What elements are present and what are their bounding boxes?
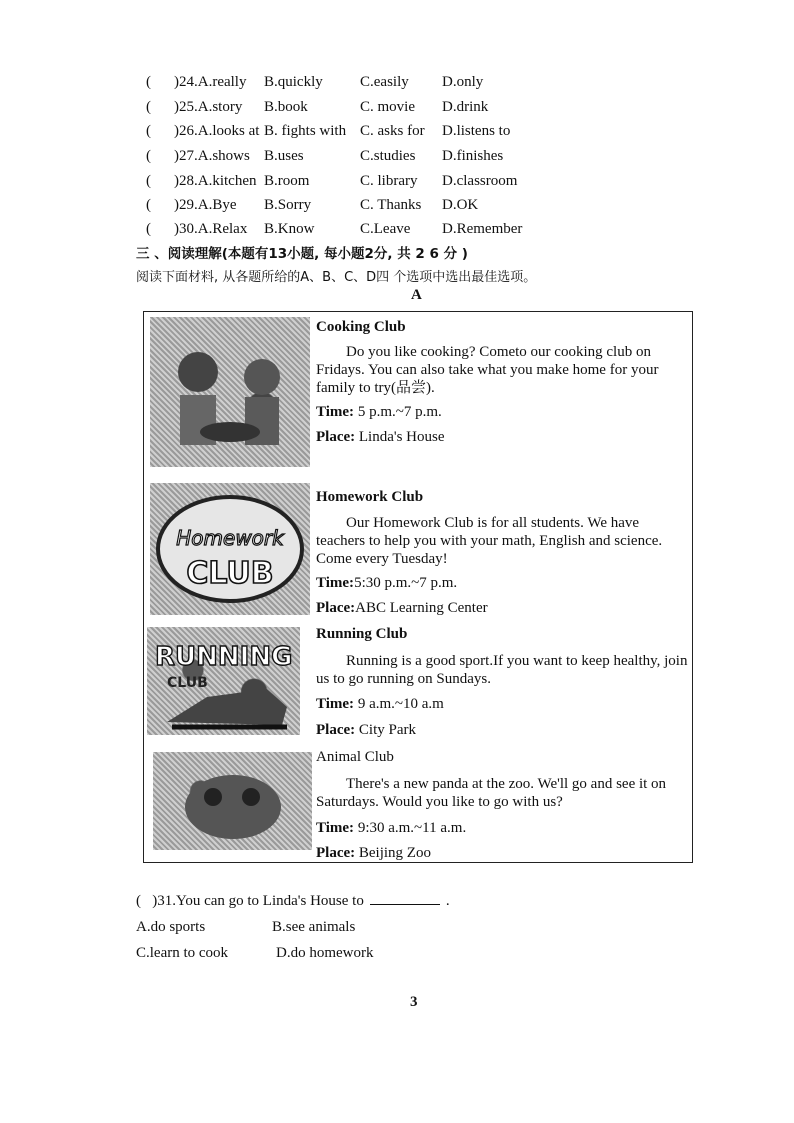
answer-paren: (	[146, 197, 151, 213]
question-stem: )27.A.shows	[174, 148, 250, 164]
option-b: B.Know	[264, 221, 315, 237]
section-instruction: 阅读下面材料, 从各题所给的A、B、C、D四 个选项中选出最佳选项。	[136, 270, 537, 285]
time-value: 5:30 p.m.~7 p.m.	[354, 575, 458, 591]
time-label: Time:	[316, 696, 355, 712]
animal-club-image	[153, 752, 312, 850]
question-stem: )24.A.really	[174, 74, 247, 90]
homework-club-title: Homework Club	[316, 489, 424, 505]
answer-paren: (	[136, 893, 141, 909]
running-club-title: Running Club	[316, 626, 408, 642]
place-value: Linda's House	[358, 429, 445, 445]
time-label: Time:	[316, 575, 355, 591]
answer-paren: (	[146, 221, 151, 237]
time-value: 5 p.m.~7 p.m.	[357, 404, 442, 420]
place-label: Place:	[316, 722, 356, 738]
question-stem: )30.A.Relax	[174, 221, 248, 237]
option-d: D.do homework	[276, 945, 374, 961]
option-c: C.Leave	[360, 221, 411, 237]
homework-club-badge-icon	[150, 483, 310, 615]
cooking-club-image	[150, 317, 310, 467]
answer-paren: (	[146, 99, 151, 115]
section-title: 三 、阅读理解(本题有13小题, 每小题2分, 共 2 6 分 )	[136, 246, 468, 262]
time-value: 9:30 a.m.~11 a.m.	[357, 820, 467, 836]
option-b: B.quickly	[264, 74, 323, 90]
running-club-time	[316, 696, 444, 713]
answer-paren: (	[146, 74, 151, 90]
club-logo-text: CLUB	[167, 675, 208, 691]
option-c: C. asks for	[360, 123, 425, 139]
running-club-description: Running is a good sport.If you want to keep healthy, join us to go running on Sundays.	[316, 653, 688, 687]
question-stem: )31.You can go to Linda's House to	[152, 893, 364, 909]
option-d: D.classroom	[442, 173, 518, 189]
option-b: B.uses	[264, 148, 304, 164]
option-c: C. Thanks	[360, 197, 422, 213]
question-end: .	[445, 893, 450, 909]
place-value: Beijing Zoo	[358, 845, 431, 861]
animal-club-place	[316, 845, 431, 862]
time-value: 9 a.m.~10 a.m	[357, 696, 444, 712]
option-d: D.only	[442, 74, 484, 90]
question-stem: )28.A.kitchen	[174, 173, 257, 189]
option-a: A.do sports	[136, 919, 206, 935]
place-label: Place:	[316, 845, 356, 861]
club-logo-text: CLUB	[186, 556, 274, 591]
place-label: Place:	[316, 429, 356, 445]
option-c: C.easily	[360, 74, 409, 90]
homework-club-time	[316, 575, 457, 592]
answer-blank	[370, 892, 440, 905]
option-b: B.room	[264, 173, 310, 189]
running-shoe-icon	[147, 627, 300, 735]
option-c: C.studies	[360, 148, 416, 164]
cooking-club-place	[316, 429, 445, 446]
cooking-club-time	[316, 404, 442, 421]
option-b: B.Sorry	[264, 197, 312, 213]
cooking-club-title: Cooking Club	[316, 319, 406, 335]
option-d: D.finishes	[442, 148, 504, 164]
answer-paren: (	[146, 173, 151, 189]
panda-icon	[153, 752, 312, 850]
answer-paren: (	[146, 148, 151, 164]
place-value: ABC Learning Center	[355, 600, 488, 616]
question-stem: )29.A.Bye	[174, 197, 237, 213]
place-value: City Park	[358, 722, 416, 738]
time-label: Time:	[316, 820, 355, 836]
animal-club-time	[316, 820, 466, 837]
option-c: C. movie	[360, 99, 415, 115]
option-c: C.learn to cook	[136, 945, 229, 961]
question-stem: )26.A.looks at	[174, 123, 260, 139]
animal-club-title: Animal Club	[316, 749, 394, 765]
cooking-club-description: Do you like cooking? Cometo our cooking club on Fridays. You can also take what you make home for your family to try(品尝).	[316, 344, 659, 396]
homework-club-logo	[150, 483, 310, 615]
answer-paren: (	[146, 123, 151, 139]
option-d: D.listens to	[442, 123, 511, 139]
option-c: C. library	[360, 173, 418, 189]
question-31	[136, 892, 450, 910]
running-club-logo	[147, 627, 300, 735]
option-b: B. fights with	[264, 123, 347, 139]
running-logo-text: RUNNING	[155, 642, 293, 672]
children-cooking-icon	[150, 317, 310, 467]
option-d: D.OK	[442, 197, 479, 213]
homework-club-place	[316, 600, 488, 617]
homework-club-description: Our Homework Club is for all students. We have teachers to help you with your math, English and science. Come every Tuesday!	[316, 515, 663, 567]
homework-logo-text: Homework	[176, 526, 284, 550]
running-club-place	[316, 722, 416, 739]
option-d: D.Remember	[442, 221, 523, 237]
place-label: Place:	[316, 600, 356, 616]
option-d: D.drink	[442, 99, 489, 115]
option-b: B.book	[264, 99, 308, 115]
time-label: Time:	[316, 404, 355, 420]
question-stem: )25.A.story	[174, 99, 243, 115]
page-number: 3	[410, 994, 418, 1010]
passage-letter: A	[411, 287, 422, 303]
animal-club-description: There's a new panda at the zoo. We'll go and see it on Saturdays. Would you like to go with us?	[316, 776, 667, 810]
option-b: B.see animals	[272, 919, 356, 935]
